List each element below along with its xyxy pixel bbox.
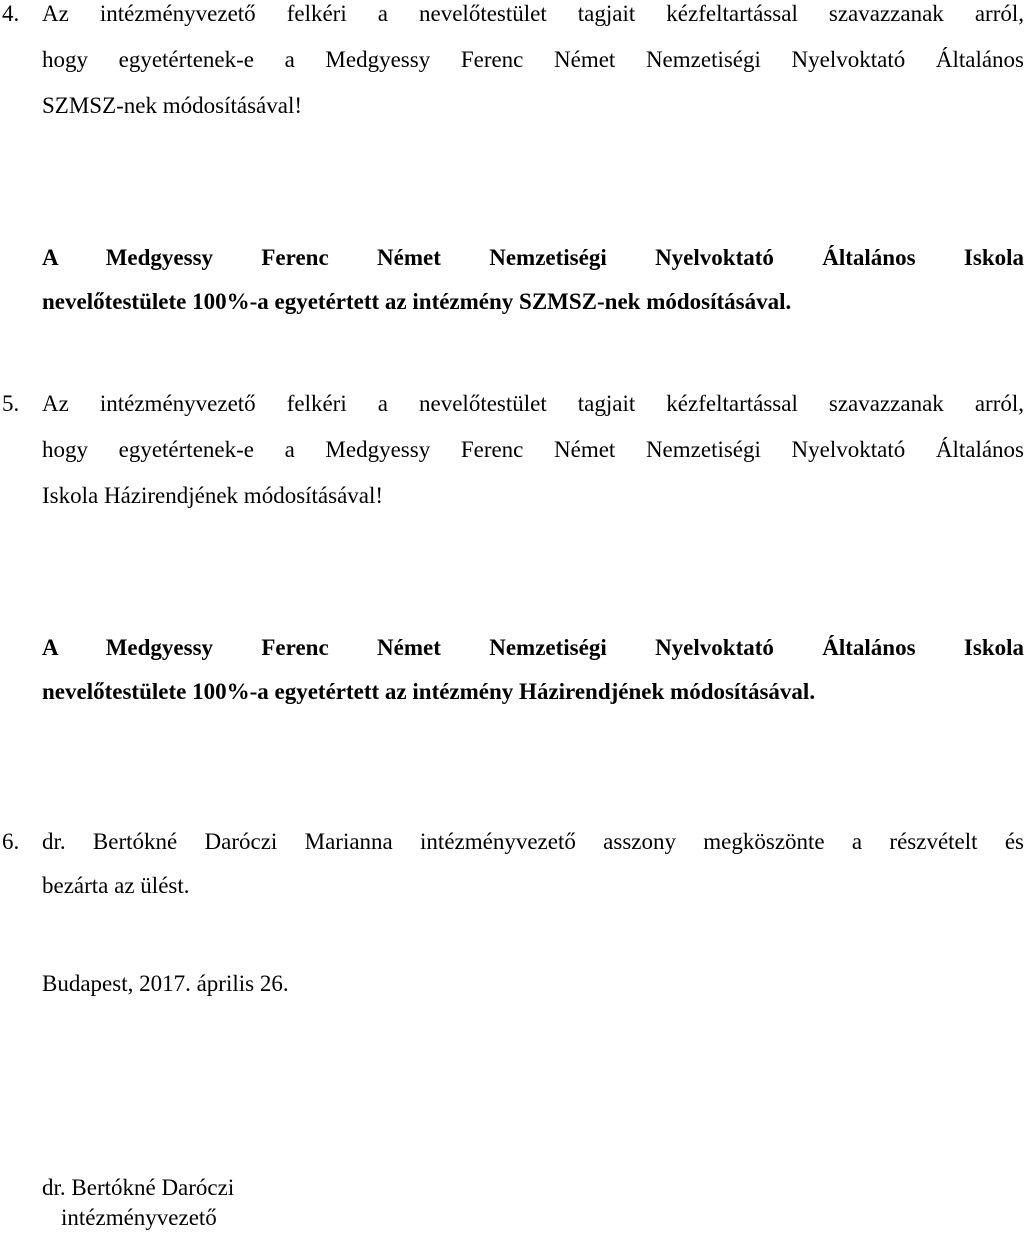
signature-name: dr. Bertókné Daróczi: [42, 1175, 235, 1200]
item-5-line-1: Az intézményvezető felkéri a nevelőtestület tagjait kézfeltartással szavazzanak arról,: [42, 391, 1024, 416]
item-5-line-3: Iskola Házirendjének módosításával!: [42, 483, 384, 508]
item-4-line-1: Az intézményvezető felkéri a nevelőtestület tagjait kézfeltartással szavazzanak arról,: [42, 1, 1024, 26]
item-4-line-3: SZMSZ-nek módosításával!: [42, 93, 302, 118]
signature-title: intézményvezető: [61, 1205, 217, 1230]
item-4-result-line-2: nevelőtestülete 100%-a egyetértett az intézmény SZMSZ-nek módosításával.: [42, 289, 792, 314]
item-4-number: 4.: [2, 1, 20, 26]
item-6-line-1: dr. Bertókné Daróczi Marianna intézményvezető asszony megköszönte a részvételt és: [42, 829, 1024, 854]
item-5-result-line-2: nevelőtestülete 100%-a egyetértett az intézmény Házirendjének módosításával.: [42, 679, 816, 704]
item-5-result-line-1: A Medgyessy Ferenc Német Nemzetiségi Nyelvoktató Általános Iskola: [42, 635, 1024, 660]
item-6-number: 6.: [2, 829, 20, 854]
item-4-line-2: hogy egyetértenek-e a Medgyessy Ferenc Német Nemzetiségi Nyelvoktató Általános: [42, 47, 1024, 72]
item-5-line-2: hogy egyetértenek-e a Medgyessy Ferenc Német Nemzetiségi Nyelvoktató Általános: [42, 437, 1024, 462]
item-6-line-2: bezárta az ülést.: [42, 873, 190, 898]
item-4-result-line-1: A Medgyessy Ferenc Német Nemzetiségi Nyelvoktató Általános Iskola: [42, 245, 1024, 270]
place-date: Budapest, 2017. április 26.: [42, 971, 289, 996]
item-5-number: 5.: [2, 391, 20, 416]
